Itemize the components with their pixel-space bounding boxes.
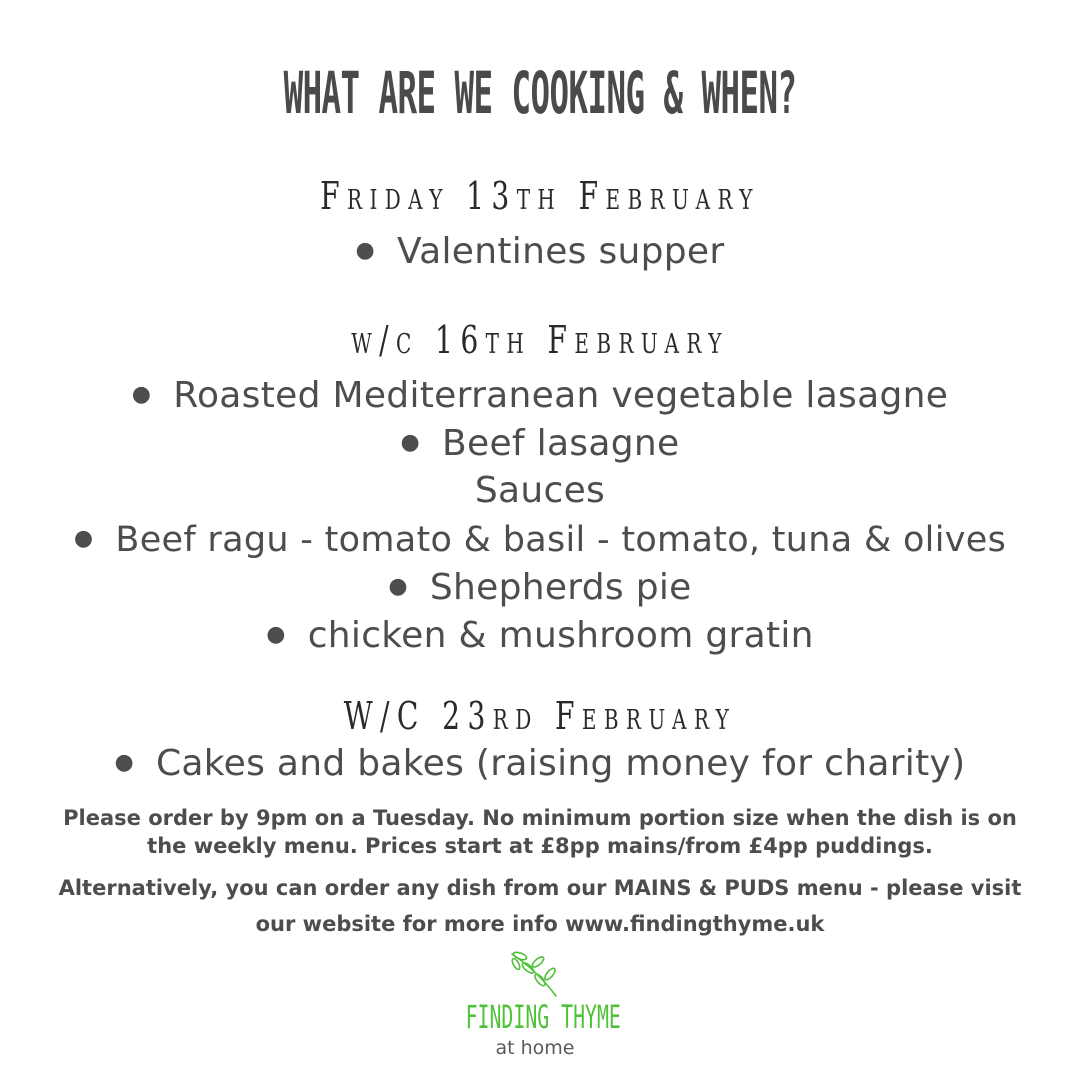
bullet-icon: ● xyxy=(266,622,286,647)
menu-item xyxy=(0,740,1080,787)
menu-item xyxy=(0,420,1080,467)
section-heading-friday: Friday 13th February xyxy=(320,174,760,218)
menu-item-label: Roasted Mediterranean vegetable lasagne xyxy=(173,375,949,416)
brand-name: FINDING THYME xyxy=(465,998,621,1036)
menu-item xyxy=(0,228,1080,275)
alternative-order-note: Alternatively, you can order any dish from our MAINS & PUDS menu - please visit our website for more info www.findingthyme.uk xyxy=(58,876,1022,936)
thyme-sprig-icon xyxy=(508,950,564,998)
menu-item xyxy=(0,564,1080,611)
bullet-icon: ● xyxy=(131,382,152,407)
menu-item-label: Beef ragu - tomato & basil - tomato, tuna & olives xyxy=(115,520,1007,560)
menu-item xyxy=(0,516,1080,563)
section-heading-wc-16th: w/c 16th February xyxy=(351,318,729,362)
menu-item-label: Beef lasagne xyxy=(442,423,680,464)
menu-item xyxy=(0,372,1080,419)
bullet-icon: ● xyxy=(388,574,408,599)
menu-item-label: Cakes and bakes (raising money for charity) xyxy=(156,743,966,784)
brand-tagline: at home xyxy=(495,1037,575,1059)
bullet-icon: ● xyxy=(73,526,94,551)
bullet-icon: ● xyxy=(355,238,376,263)
bullet-icon: ● xyxy=(114,750,134,775)
menu-item-label: Sauces xyxy=(474,470,606,511)
brand-logo xyxy=(420,950,660,1070)
page-title: WHAT ARE WE COOKING & WHEN? xyxy=(283,59,797,127)
menu-subheading xyxy=(0,468,1080,514)
menu-item-label: Shepherds pie xyxy=(429,567,692,608)
bullet-icon: ● xyxy=(400,430,421,455)
section-heading-wc-23rd: W/C 23rd February xyxy=(343,694,737,738)
menu-item xyxy=(0,612,1080,659)
menu-item-label: Valentines supper xyxy=(397,231,725,272)
menu-item-label: chicken & mushroom gratin xyxy=(307,615,814,656)
order-info-note: Please order by 9pm on a Tuesday. No minimum portion size when the dish is on the weekly menu. Prices start at £8pp mains/from £4pp puddings. xyxy=(63,806,1017,858)
